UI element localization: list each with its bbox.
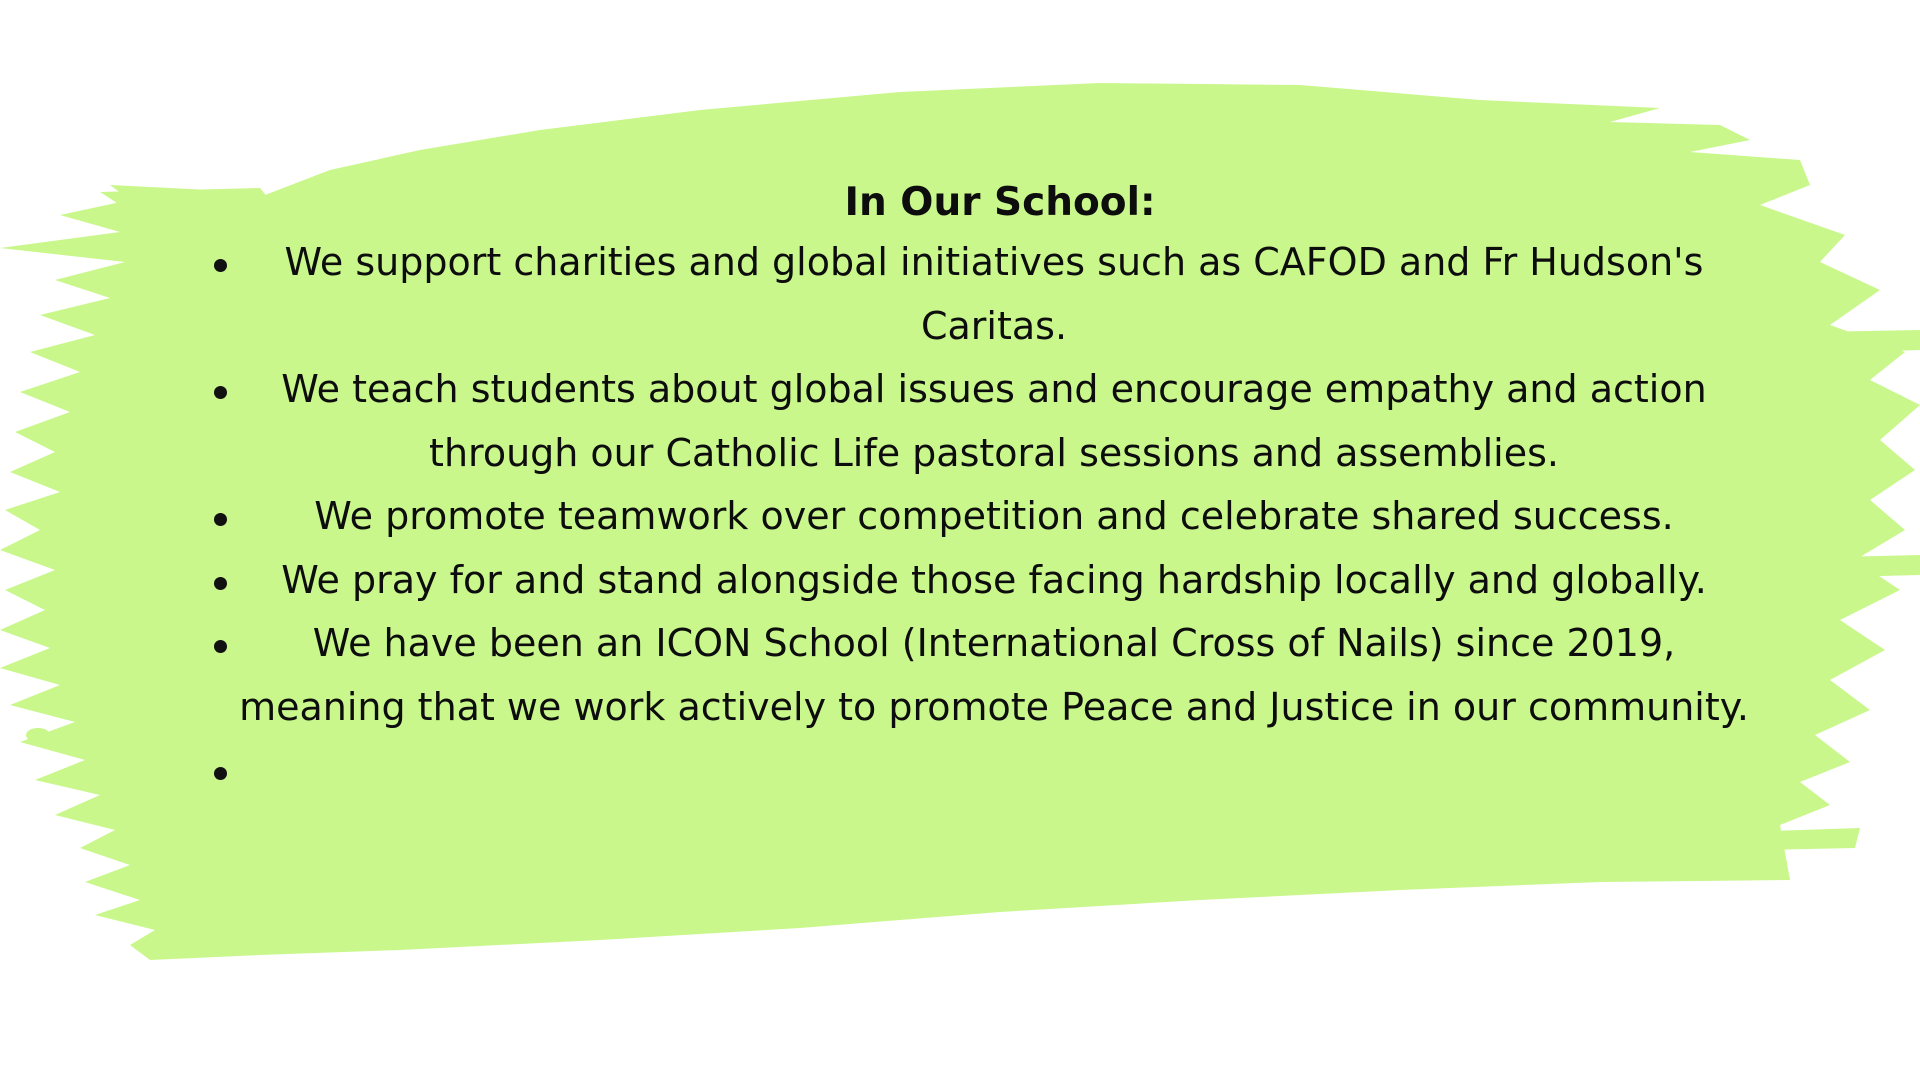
- list-item-text: We have been an ICON School (International Cross of Nails) since 2019, meaning that we work actively to promote Peace and Justice in our community.: [239, 621, 1749, 729]
- list-item-text: We support charities and global initiatives such as CAFOD and Fr Hudson's Caritas.: [284, 240, 1704, 348]
- list-item-text: We teach students about global issues and encourage empathy and action through our Catholic Life pastoral sessions and assemblies.: [281, 367, 1707, 475]
- list-item: [190, 612, 1750, 739]
- list-item-text: We pray for and stand alongside those facing hardship locally and globally.: [281, 557, 1707, 602]
- bullet-dot-icon: [214, 767, 227, 780]
- heading: In Our School:: [844, 180, 1156, 225]
- bullet-dot-icon: [214, 259, 227, 272]
- bullet-list: [190, 231, 1750, 803]
- bullet-dot-icon: [214, 577, 227, 590]
- brush-splatter: [26, 728, 50, 742]
- list-item: [190, 739, 1750, 803]
- brush-splatter: [1885, 394, 1905, 406]
- list-item: [190, 549, 1750, 613]
- list-item-text: [238, 739, 1750, 803]
- text-block: [190, 175, 1750, 803]
- list-item: [190, 358, 1750, 485]
- bullet-dot-icon: [214, 386, 227, 399]
- bullet-dot-icon: [214, 513, 227, 526]
- list-item-text: We promote teamwork over competition and celebrate shared success.: [314, 494, 1674, 538]
- bullet-dot-icon: [214, 640, 227, 653]
- list-item: [190, 231, 1750, 358]
- list-item: [190, 485, 1750, 549]
